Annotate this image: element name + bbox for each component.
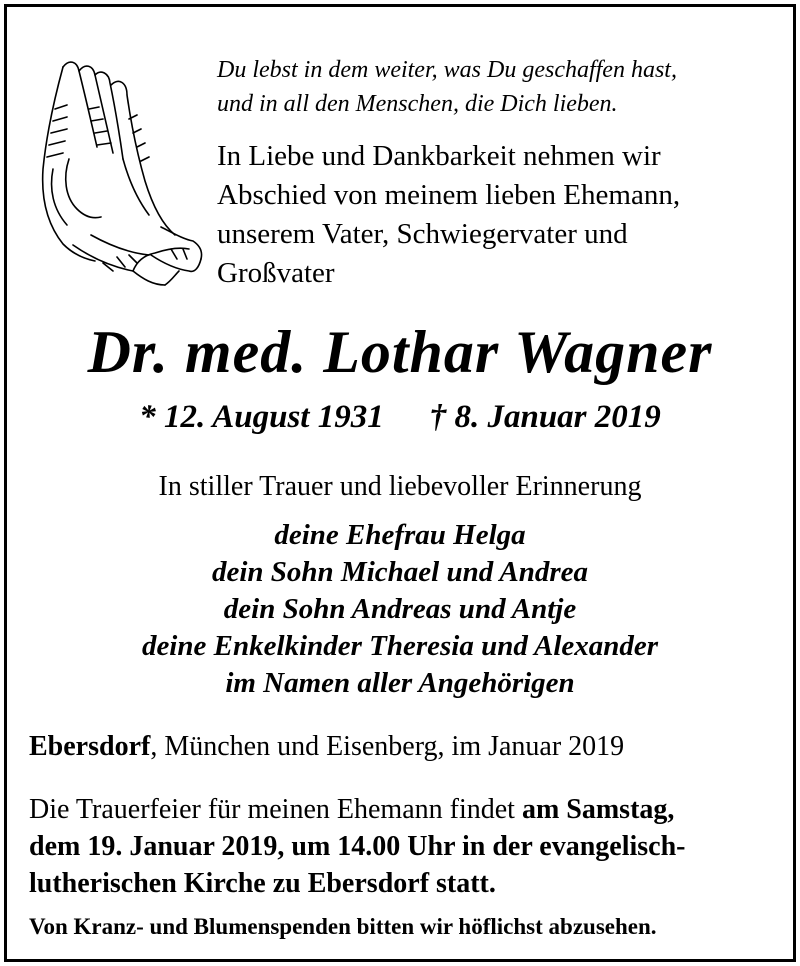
death-date: † 8. Januar 2019: [429, 399, 661, 435]
family-list: [7, 517, 793, 702]
family-member: im Namen aller Angehörigen: [225, 667, 575, 699]
place-rest: , München und Eisenberg, im Januar 2019: [150, 731, 625, 762]
flowers-note: Von Kranz- und Blumenspenden bitten wir höflichst abzusehen.: [29, 914, 657, 939]
ceremony-line-1-normal: Die Trauerfeier für meinen Ehemann findet: [29, 794, 522, 825]
motto: [217, 53, 777, 121]
ceremony-line-3-text: lutherischen Kirche zu Ebersdorf statt.: [29, 868, 496, 899]
ceremony-line-1-bold: am Samstag,: [521, 794, 675, 825]
motto-line-1: Du lebst in dem weiter, was Du geschaffen hast,: [217, 57, 677, 83]
family-member: deine Ehefrau Helga: [274, 519, 526, 551]
place-date-line: [29, 729, 789, 765]
intro-text: [217, 137, 777, 293]
birth-date: * 12. August 1931: [139, 399, 384, 435]
ceremony-line-2: [29, 828, 791, 865]
ceremony-line-1: [29, 791, 791, 828]
deceased-name: Dr. med. Lothar Wagner: [87, 319, 713, 385]
family-member: dein Sohn Andreas und Antje: [223, 593, 577, 625]
life-dates: [7, 397, 793, 437]
intro-line-4: Großvater: [217, 257, 335, 289]
intro-line-2: Abschied von meinem lieben Ehemann,: [217, 179, 681, 211]
ceremony-line-2-text: dem 19. Januar 2019, um 14.00 Uhr in der evangelisch-: [29, 831, 686, 862]
place-bold: Ebersdorf: [29, 731, 151, 762]
family-member: dein Sohn Michael und Andrea: [211, 556, 589, 588]
praying-hands-icon: [33, 49, 208, 289]
motto-line-2: und in all den Menschen, die Dich lieben.: [217, 91, 618, 117]
ceremony-line-3: [29, 865, 791, 902]
family-member: deine Enkelkinder Theresia und Alexander: [141, 630, 659, 662]
intro-line-1: In Liebe und Dankbarkeit nehmen wir: [217, 140, 661, 172]
obituary-notice: [4, 4, 796, 962]
intro-line-3: unserem Vater, Schwiegervater und: [217, 218, 628, 250]
mourning-text: In stiller Trauer und liebevoller Erinnerung: [158, 471, 642, 502]
ceremony-info: [29, 791, 791, 902]
